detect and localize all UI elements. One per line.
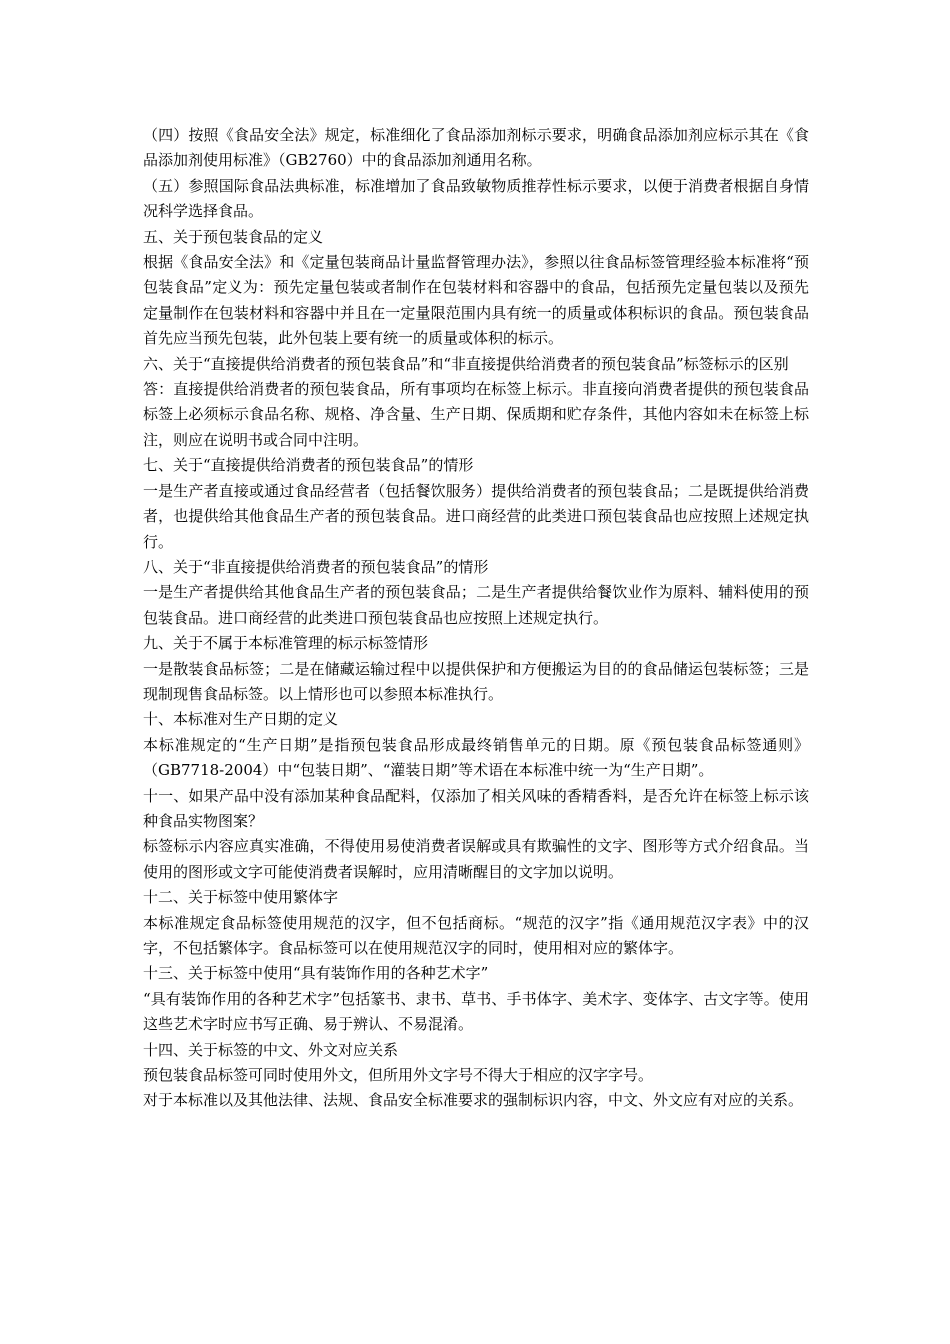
paragraph: （四）按照《食品安全法》规定，标准细化了食品添加剂标示要求，明确食品添加剂应标示其在《食品添加剂使用标准》（GB2760）中的食品添加剂通用名称。	[143, 126, 809, 170]
document-body	[143, 123, 809, 1114]
section-heading: 十、本标准对生产日期的定义	[143, 710, 339, 729]
paragraph: “具有装饰作用的各种艺术字”包括篆书、隶书、草书、手书体字、美术字、变体字、古文字等。使用这些艺术字时应书写正确、易于辨认、不易混淆。	[143, 989, 809, 1034]
section-heading: 十二、关于标签中使用繁体字	[143, 888, 339, 907]
paragraph: 预包装食品标签可同时使用外文，但所用外文字号不得大于相应的汉字字号。	[143, 1066, 654, 1085]
paragraph: 根据《食品安全法》和《定量包装商品计量监督管理办法》，参照以往食品标签管理经验本标准将“预包装食品”定义为：预先定量包装或者制作在包装材料和容器中的食品，包括预先定量包装以及预先定量制作在包装材料和容器中并且在一定量限范围内具有统一的质量或体积标识的食品。预包装食品首先应当预先包装，此外包装上要有统一的质量或体积的标示。	[143, 253, 809, 348]
section-heading: 六、关于“直接提供给消费者的预包装食品”和“非直接提供给消费者的预包装食品”标签标示的区别	[143, 354, 789, 373]
section-heading: 八、关于“非直接提供给消费者的预包装食品”的情形	[143, 557, 489, 576]
paragraph: 本标准规定的“生产日期”是指预包装食品形成最终销售单元的日期。原《预包装食品标签通则》（GB7718-2004）中“包装日期”、“灌装日期”等术语在本标准中统一为“生产日期”。	[143, 735, 809, 780]
paragraph: 一是生产者直接或通过食品经营者（包括餐饮服务）提供给消费者的预包装食品；二是既提供给消费者，也提供给其他食品生产者的预包装食品。进口商经营的此类进口预包装食品也应按照上述规定执行。	[143, 481, 809, 551]
paragraph: 一是散装食品标签；二是在储藏运输过程中以提供保护和方便搬运为目的的食品储运包装标签；三是现制现售食品标签。以上情形也可以参照本标准执行。	[143, 659, 809, 703]
section-heading: 十一、如果产品中没有添加某种食品配料，仅添加了相关风味的香精香料，是否允许在标签上标示该种食品实物图案？	[143, 786, 809, 830]
paragraph: 答：直接提供给消费者的预包装食品，所有事项均在标签上标示。非直接向消费者提供的预包装食品标签上必须标示食品名称、规格、净含量、生产日期、保质期和贮存条件，其他内容如未在标签上标注，则应在说明书或合同中注明。	[143, 380, 809, 449]
paragraph: 标签标示内容应真实准确，不得使用易使消费者误解或具有欺骗性的文字、图形等方式介绍食品。当使用的图形或文字可能使消费者误解时，应用清晰醒目的文字加以说明。	[143, 837, 809, 881]
paragraph: （五）参照国际食品法典标准，标准增加了食品致敏物质推荐性标示要求，以便于消费者根据自身情况科学选择食品。	[143, 176, 809, 221]
paragraph: 对于本标准以及其他法律、法规、食品安全标准要求的强制标识内容，中文、外文应有对应的关系。	[143, 1091, 804, 1110]
section-heading: 五、关于预包装食品的定义	[143, 227, 324, 246]
section-heading: 七、关于“直接提供给消费者的预包装食品”的情形	[143, 456, 474, 475]
paragraph: 本标准规定食品标签使用规范的汉字，但不包括商标。“规范的汉字”指《通用规范汉字表》中的汉字，不包括繁体字。食品标签可以在使用规范汉字的同时，使用相对应的繁体字。	[143, 913, 809, 957]
section-heading: 十四、关于标签的中文、外文对应关系	[143, 1040, 399, 1059]
section-heading: 九、关于不属于本标准管理的标示标签情形	[143, 634, 429, 653]
section-heading: 十三、关于标签中使用“具有装饰作用的各种艺术字”	[143, 964, 489, 983]
paragraph: 一是生产者提供给其他食品生产者的预包装食品；二是生产者提供给餐饮业作为原料、辅料使用的预包装食品。进口商经营的此类进口预包装食品也应按照上述规定执行。	[143, 583, 809, 627]
